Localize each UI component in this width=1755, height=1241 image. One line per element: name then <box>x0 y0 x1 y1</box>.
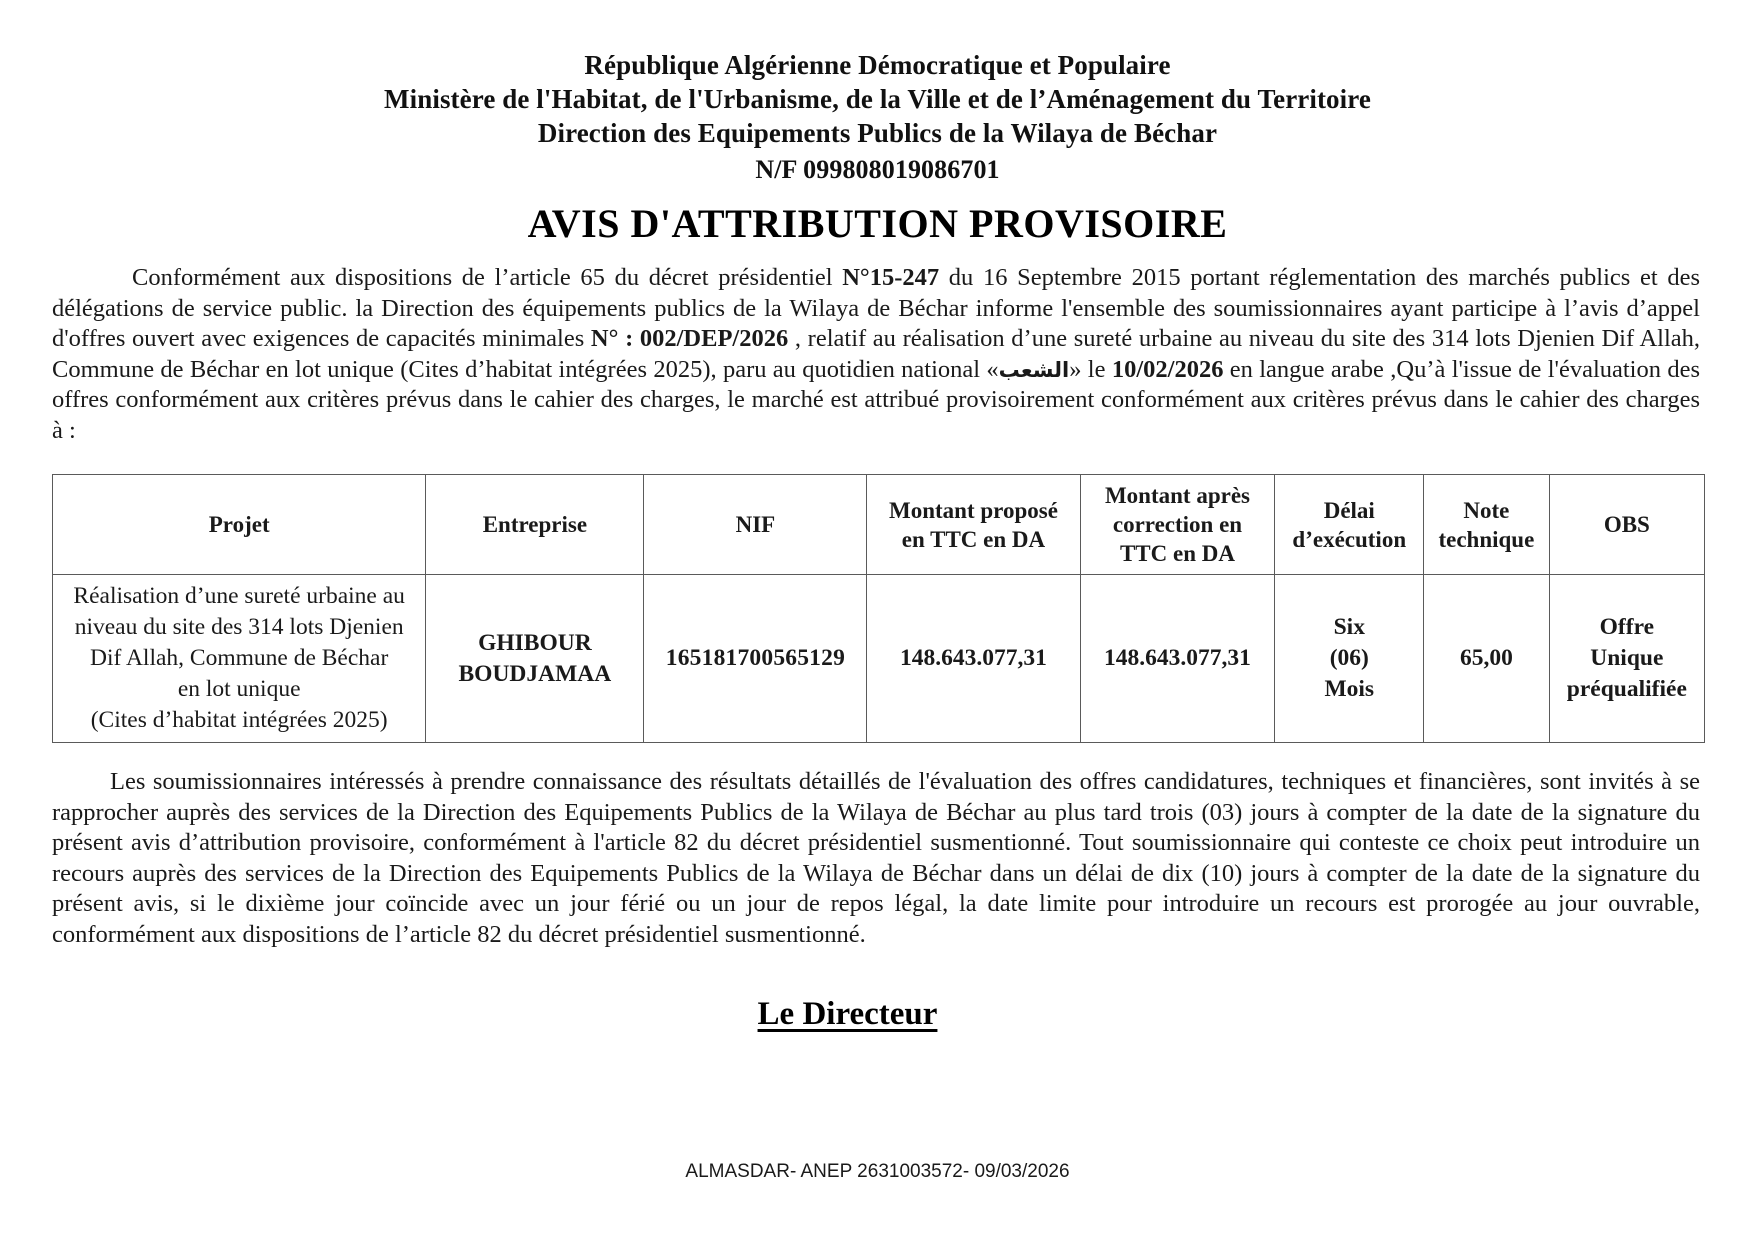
cell-montant-propose: 148.643.077,31 <box>867 575 1080 743</box>
header-country-line: République Algérienne Démocratique et Populaire <box>584 50 1171 80</box>
projet-line-1: Réalisation d’une sureté urbaine au <box>73 583 405 609</box>
award-table-body <box>53 575 1705 743</box>
cell-montant-apres-correction: 148.643.077,31 <box>1080 575 1275 743</box>
document-header <box>0 0 1755 251</box>
column-header-montant-apres-correction <box>1080 475 1275 575</box>
projet-line-5: (Cites d’habitat intégrées 2025) <box>90 707 388 733</box>
column-header-projet: Projet <box>53 475 426 575</box>
delai-line-2: d’exécution <box>1292 526 1407 552</box>
header-reference-number: N/F 099808019086701 <box>755 155 1000 184</box>
cell-delai-execution <box>1275 575 1424 743</box>
note-line-1: Note <box>1463 497 1510 523</box>
projet-line-3: Dif Allah, Commune de Béchar <box>90 645 389 671</box>
delai-value-line-1: Six <box>1333 614 1365 640</box>
column-header-nif: NIF <box>644 475 867 575</box>
obs-line-2: Unique <box>1590 645 1664 671</box>
column-header-montant-propose <box>867 475 1080 575</box>
publication-date: 10/02/2026 <box>1111 355 1224 383</box>
column-header-note-technique <box>1424 475 1550 575</box>
intro-segment-5: en langue arabe ,Qu’à l'issue de l'évaluation des offres conformément aux critères prévus dans le cahier des charges, le marché est attribué provisoirement conformément aux critères prévus dans le cahier des charges à : <box>52 355 1700 444</box>
montant-propose-line-2: en TTC en DA <box>901 526 1046 552</box>
montant-propose-line-1: Montant proposé <box>889 497 1058 523</box>
award-table <box>52 474 1705 743</box>
montant-apres-line-3: TTC en DA <box>1119 541 1235 566</box>
entreprise-line-1: GHIBOUR <box>478 629 592 656</box>
intro-segment-4: » le <box>1069 355 1112 383</box>
cell-nif: 165181700565129 <box>644 575 867 743</box>
column-header-delai-execution <box>1275 475 1424 575</box>
header-direction-line: Direction des Equipements Publics de la Wilaya de Béchar <box>537 118 1218 148</box>
table-header-row <box>53 475 1705 575</box>
intro-segment-2: du 16 Septembre 2015 portant réglementation des marchés publics et des délégations de service public. la Direction des équipements publics de la Wilaya de Béchar informe l'ensemble des soumissionnaires ayant participe à l’avis d’appel d'offres ouvert avec exigences de capacités minimales <box>52 264 1700 352</box>
newspaper-name-arabic: الشعب <box>998 357 1070 382</box>
montant-apres-line-1: Montant après <box>1104 483 1250 508</box>
column-header-entreprise: Entreprise <box>426 475 644 575</box>
cell-obs <box>1549 575 1704 743</box>
intro-paragraph <box>52 263 1700 446</box>
intro-segment-3: , relatif au réalisation d’une sureté urbaine au niveau du site des 314 lots Djenien Dif Allah, Commune de Béchar en lot unique (Cites d’habitat intégrées 2025), paru au quotidien national « <box>52 325 1701 383</box>
award-table-head <box>53 475 1705 575</box>
closing-paragraph: Les soumissionnaires intéressés à prendre connaissance des résultats détaillés de l'évaluation des offres candidatures, techniques et financières, sont invités à se rapprocher auprès des services de la Direction des Equipements Publics de la Wilaya de Béchar au plus tard trois (03) jours à compter de la date de la signature du présent avis d’attribution provisoire, conformément à l'article 82 du décret présidentiel susmentionné. Tout soumissionnaire qui conteste ce choix peut introduire un recours auprès des services de la Direction des Equipements Publics de la Wilaya de Béchar dans un délai de dix (10) jours à compter de la date de la signature du présent avis, si le dixième jour coïncide avec un jour férié ou un jour de repos légal, la date limite pour introduire un recours est prorogée au jour ouvrable, conformément aux dispositions de l’article 82 du décret présidentiel susmentionné. <box>52 768 1700 948</box>
cell-note-technique: 65,00 <box>1424 575 1550 743</box>
projet-line-2: niveau du site des 314 lots Djenien <box>74 614 404 640</box>
intro-section <box>0 263 1755 446</box>
projet-line-4: en lot unique <box>177 676 301 702</box>
entreprise-line-2: BOUDJAMAA <box>458 660 612 687</box>
delai-line-1: Délai <box>1323 497 1375 523</box>
delai-value-line-3: Mois <box>1324 676 1375 702</box>
award-table-wrapper <box>0 474 1755 743</box>
delai-value-line-2: (06) <box>1329 645 1369 671</box>
note-line-2: technique <box>1438 526 1535 552</box>
intro-segment-1: Conformément aux dispositions de l’article 65 du décret présidentiel <box>132 264 843 291</box>
closing-section <box>0 767 1755 950</box>
page-title: AVIS D'ATTRIBUTION PROVISOIRE <box>527 201 1228 246</box>
column-header-obs: OBS <box>1549 475 1704 575</box>
obs-line-3: préqualifiée <box>1566 676 1687 702</box>
tender-number: N° : 002/DEP/2026 <box>590 325 789 352</box>
signature-block <box>0 996 1755 1033</box>
cell-entreprise <box>426 575 644 743</box>
montant-apres-line-2: correction en <box>1112 512 1243 537</box>
table-row <box>53 575 1705 743</box>
header-ministry-line: Ministère de l'Habitat, de l'Urbanisme, de la Ville et de l’Aménagement du Territoire <box>384 84 1371 114</box>
cell-projet <box>53 575 426 743</box>
decree-number: N°15-247 <box>842 264 940 291</box>
obs-line-1: Offre <box>1599 614 1655 640</box>
signature-title: Le Directeur <box>757 996 938 1032</box>
footer-reference: ALMASDAR- ANEP 2631003572- 09/03/2026 <box>685 1161 1070 1182</box>
